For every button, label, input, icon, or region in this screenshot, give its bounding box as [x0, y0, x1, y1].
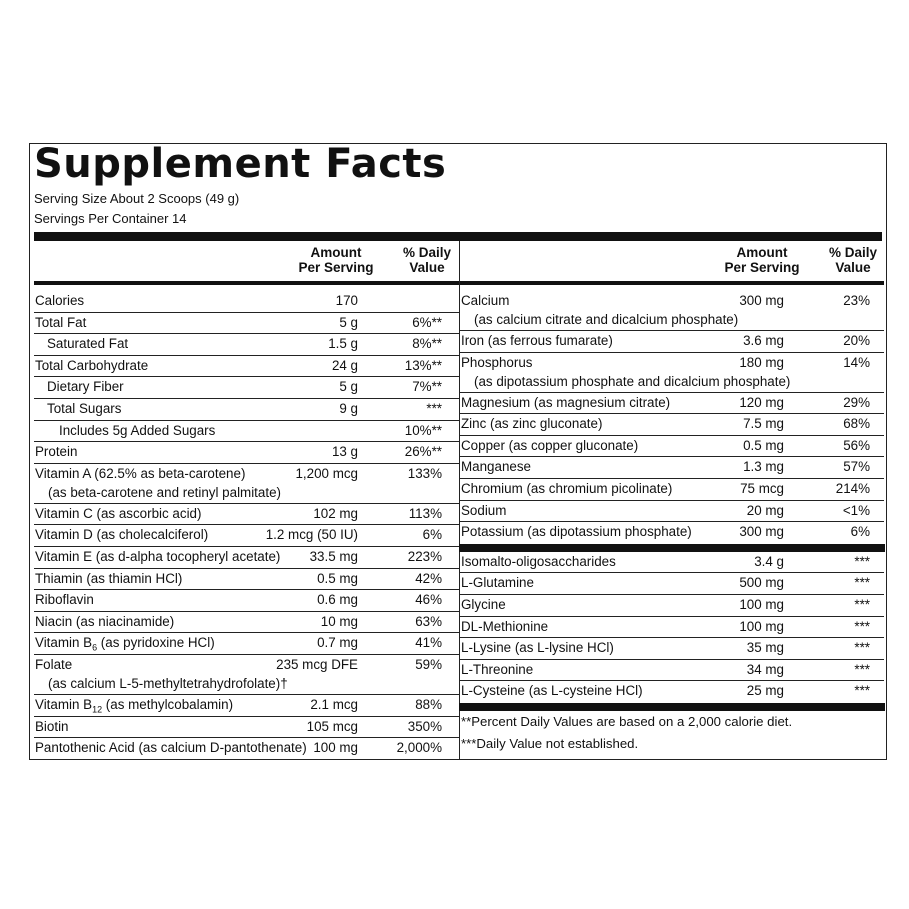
- amount-per-serving: 120 mg: [739, 394, 784, 410]
- daily-value: ***: [854, 683, 870, 699]
- nutrient-name: Magnesium (as magnesium citrate): [461, 394, 671, 410]
- nutrient-name: Total Sugars: [47, 400, 122, 416]
- nutrient-name: Pantothenic Acid (as calcium D-pantothenate): [35, 740, 307, 756]
- nutrient-name: Copper (as copper gluconate): [461, 437, 639, 453]
- nutrient-row: [34, 399, 459, 421]
- nutrient-row: [460, 393, 884, 415]
- nutrient-name: Dietary Fiber: [47, 379, 124, 395]
- amount-per-serving: 170: [335, 293, 358, 308]
- nutrient-name: Chromium (as chromium picolinate): [461, 480, 673, 496]
- nutrient-name: Zinc (as zinc gluconate): [461, 416, 603, 432]
- amount-per-serving: 1.5 g: [328, 336, 358, 352]
- daily-value: 68%: [843, 416, 870, 432]
- serving-size: Serving Size About 2 Scoops (49 g): [34, 191, 240, 206]
- daily-value: ***: [854, 553, 870, 569]
- nutrient-row: [460, 522, 884, 544]
- daily-value: 223%: [407, 548, 442, 564]
- daily-value: ***: [854, 640, 870, 656]
- nutrient-name: Vitamin E (as d-alpha tocopheryl acetate): [35, 548, 281, 564]
- nutrient-name: Calories: [35, 293, 85, 308]
- thick-divider: [34, 232, 882, 241]
- daily-value: ***: [854, 618, 870, 634]
- amount-per-serving: 10 mg: [320, 613, 358, 629]
- amount-per-serving: 300 mg: [739, 524, 784, 540]
- nutrient-name: Protein: [35, 444, 78, 460]
- nutrient-row: [460, 436, 884, 458]
- nutrient-row: [34, 612, 459, 634]
- daily-value: 23%: [843, 293, 870, 308]
- daily-value: 14%: [843, 354, 870, 370]
- amount-per-serving: 35 mg: [746, 640, 784, 656]
- daily-value: 6%: [850, 524, 870, 540]
- amount-per-serving: 180 mg: [739, 354, 784, 370]
- nutrient-name: Potassium (as dipotassium phosphate): [461, 524, 692, 540]
- right-column-header: [460, 241, 884, 285]
- nutrient-row: [460, 660, 884, 682]
- nutrient-name: Vitamin C (as ascorbic acid): [35, 505, 202, 521]
- nutrient-name: L-Cysteine (as L-cysteine HCl): [461, 683, 643, 699]
- panel-title: Supplement Facts: [34, 141, 447, 187]
- nutrient-row: [460, 331, 884, 353]
- daily-value: 63%: [415, 613, 442, 629]
- amount-per-serving: 0.5 mg: [317, 570, 358, 586]
- daily-value: 7%**: [412, 379, 442, 395]
- amount-per-serving: 105 mcg: [306, 718, 358, 734]
- amount-per-serving: 0.6 mg: [317, 592, 358, 608]
- nutrient-name: Phosphorus: [461, 354, 533, 370]
- nutrient-source: (as dipotassium phosphate and dicalcium phosphate): [474, 373, 791, 389]
- nutrient-row: [34, 738, 459, 760]
- nutrient-row: [460, 457, 884, 479]
- nutrient-name: Manganese: [461, 459, 531, 475]
- amount-per-serving: 34 mg: [746, 661, 784, 677]
- nutrient-source: (as beta-carotene and retinyl palmitate): [48, 484, 281, 500]
- amount-per-serving: 5 g: [339, 379, 358, 395]
- daily-value: 26%**: [404, 444, 442, 460]
- left-rows: [34, 291, 459, 760]
- right-rows-other: [460, 552, 884, 703]
- daily-value: ***: [854, 596, 870, 612]
- nutrient-row: [34, 464, 459, 504]
- nutrient-row: [34, 334, 459, 356]
- daily-value: ***: [854, 575, 870, 591]
- daily-value: 2,000%: [396, 740, 442, 756]
- nutrient-source: (as calcium L-5-methyltetrahydrofolate)†: [48, 675, 288, 691]
- daily-value: 6%**: [412, 314, 442, 330]
- nutrient-name: L-Lysine (as L-lysine HCl): [461, 640, 614, 656]
- section-divider: [459, 544, 885, 552]
- supplement-facts-panel: [29, 143, 887, 760]
- footnotes: [460, 713, 884, 756]
- nutrient-row: [34, 291, 459, 313]
- daily-value: <1%: [842, 502, 870, 518]
- nutrient-name: Vitamin D (as cholecalciferol): [35, 527, 209, 543]
- nutrient-row: [34, 655, 459, 695]
- nutrient-source: (as calcium citrate and dicalcium phosphate): [474, 312, 739, 327]
- amount-per-serving: 75 mcg: [740, 480, 784, 496]
- nutrient-row: [34, 695, 459, 717]
- nutrient-row: [34, 569, 459, 591]
- amount-per-serving: 20 mg: [746, 502, 784, 518]
- nutrient-row: [34, 504, 459, 526]
- nutrient-row: [460, 291, 884, 331]
- nutrient-row: [460, 638, 884, 660]
- nutrient-name: Isomalto-oligosaccharides: [461, 553, 616, 569]
- nutrient-row: [460, 501, 884, 523]
- nutrient-row: [460, 479, 884, 501]
- nutrient-name: Vitamin $B_6$ (as pyridoxine HCl): [35, 635, 215, 653]
- nutrient-name: Sodium: [461, 502, 507, 518]
- nutrient-row: [460, 552, 884, 574]
- left-column-header: [34, 241, 459, 285]
- amount-per-serving: 100 mg: [739, 618, 784, 634]
- nutrient-row: [34, 717, 459, 739]
- daily-value-header: % Daily Value: [828, 245, 878, 275]
- nutrient-name: Thiamin (as thiamin HCl): [35, 570, 183, 586]
- right-column: [460, 241, 884, 756]
- daily-value: 8%**: [412, 336, 442, 352]
- amount-per-serving: 500 mg: [739, 575, 784, 591]
- daily-value: ***: [426, 400, 442, 416]
- daily-value: 56%: [843, 437, 870, 453]
- daily-value: 10%**: [404, 422, 442, 438]
- amount-per-serving: 3.6 mg: [743, 333, 784, 348]
- right-rows: [460, 291, 884, 544]
- nutrient-name: Calcium: [461, 293, 510, 308]
- daily-value-header: % Daily Value: [402, 245, 452, 275]
- nutrient-name: Vitamin $B_{12}$ (as methylcobalamin): [35, 696, 234, 715]
- nutrient-row: [34, 421, 459, 443]
- amount-per-serving: 7.5 mg: [743, 416, 784, 432]
- nutrient-name: Biotin: [35, 718, 69, 734]
- nutrient-row: [34, 356, 459, 378]
- daily-value: ***: [854, 661, 870, 677]
- amount-per-serving: 1.2 mcg (50 IU): [265, 527, 358, 543]
- amount-per-serving: 2.1 mcg: [310, 696, 358, 712]
- nutrient-row: [460, 617, 884, 639]
- nutrient-name: L-Threonine: [461, 661, 534, 677]
- nutrient-row: [34, 525, 459, 547]
- daily-value: 46%: [415, 592, 442, 608]
- servings-per-container: Servings Per Container 14: [34, 211, 187, 226]
- daily-value: 6%: [422, 527, 442, 543]
- nutrient-row: [34, 377, 459, 399]
- daily-value: 59%: [415, 656, 442, 672]
- nutrient-name: Includes 5g Added Sugars: [59, 422, 216, 438]
- daily-value: 133%: [407, 465, 442, 481]
- daily-value: 88%: [415, 696, 442, 712]
- daily-value: 42%: [415, 570, 442, 586]
- amount-per-serving: 0.7 mg: [317, 635, 358, 651]
- nutrient-row: [34, 313, 459, 335]
- amount-header: Amount Per Serving: [724, 245, 800, 275]
- amount-per-serving: 24 g: [331, 357, 358, 373]
- amount-header: Amount Per Serving: [298, 245, 374, 275]
- footer-divider: [459, 703, 885, 711]
- left-column: [34, 241, 459, 760]
- daily-value: 20%: [843, 333, 870, 348]
- daily-value: 41%: [415, 635, 442, 651]
- amount-per-serving: 0.5 mg: [743, 437, 784, 453]
- amount-per-serving: 300 mg: [739, 293, 784, 308]
- nutrient-name: Folate: [35, 656, 73, 672]
- nutrient-row: [34, 547, 459, 569]
- nutrient-name: Saturated Fat: [47, 336, 129, 352]
- nutrient-name: Riboflavin: [35, 592, 94, 608]
- nutrient-name: Vitamin A (62.5% as beta-carotene): [35, 465, 246, 481]
- nutrient-name: Total Carbohydrate: [35, 357, 149, 373]
- footnote: ***Daily Value not established.: [461, 735, 639, 751]
- nutrient-name: Iron (as ferrous fumarate): [461, 333, 613, 348]
- nutrient-name: Niacin (as niacinamide): [35, 613, 175, 629]
- amount-per-serving: 3.4 g: [754, 553, 784, 569]
- footnote: **Percent Daily Values are based on a 2,000 calorie diet.: [461, 713, 793, 729]
- daily-value: 214%: [835, 480, 870, 496]
- nutrient-name: Glycine: [461, 596, 506, 612]
- daily-value: 113%: [408, 505, 442, 521]
- daily-value: 29%: [843, 394, 870, 410]
- amount-per-serving: 100 mg: [313, 740, 358, 756]
- nutrient-row: [34, 590, 459, 612]
- amount-per-serving: 100 mg: [739, 596, 784, 612]
- nutrient-name: DL-Methionine: [461, 618, 549, 634]
- amount-per-serving: 13 g: [331, 444, 358, 460]
- nutrient-row: [460, 414, 884, 436]
- nutrient-row: [460, 573, 884, 595]
- nutrient-row: [460, 681, 884, 703]
- nutrient-row: [460, 353, 884, 393]
- amount-per-serving: 5 g: [339, 314, 358, 330]
- nutrient-name: Total Fat: [35, 314, 87, 330]
- amount-per-serving: 102 mg: [313, 505, 358, 521]
- nutrient-row: [34, 633, 459, 655]
- amount-per-serving: 33.5 mg: [309, 548, 358, 564]
- nutrient-row: [460, 595, 884, 617]
- daily-value: 13%**: [404, 357, 442, 373]
- amount-per-serving: 9 g: [339, 400, 358, 416]
- amount-per-serving: 25 mg: [746, 683, 784, 699]
- nutrient-name: L-Glutamine: [461, 575, 534, 591]
- amount-per-serving: 1,200 mcg: [295, 465, 358, 481]
- daily-value: 57%: [843, 459, 870, 475]
- amount-per-serving: 235 mcg DFE: [276, 656, 358, 672]
- daily-value: 350%: [407, 718, 442, 734]
- amount-per-serving: 1.3 mg: [743, 459, 784, 475]
- nutrient-row: [34, 442, 459, 464]
